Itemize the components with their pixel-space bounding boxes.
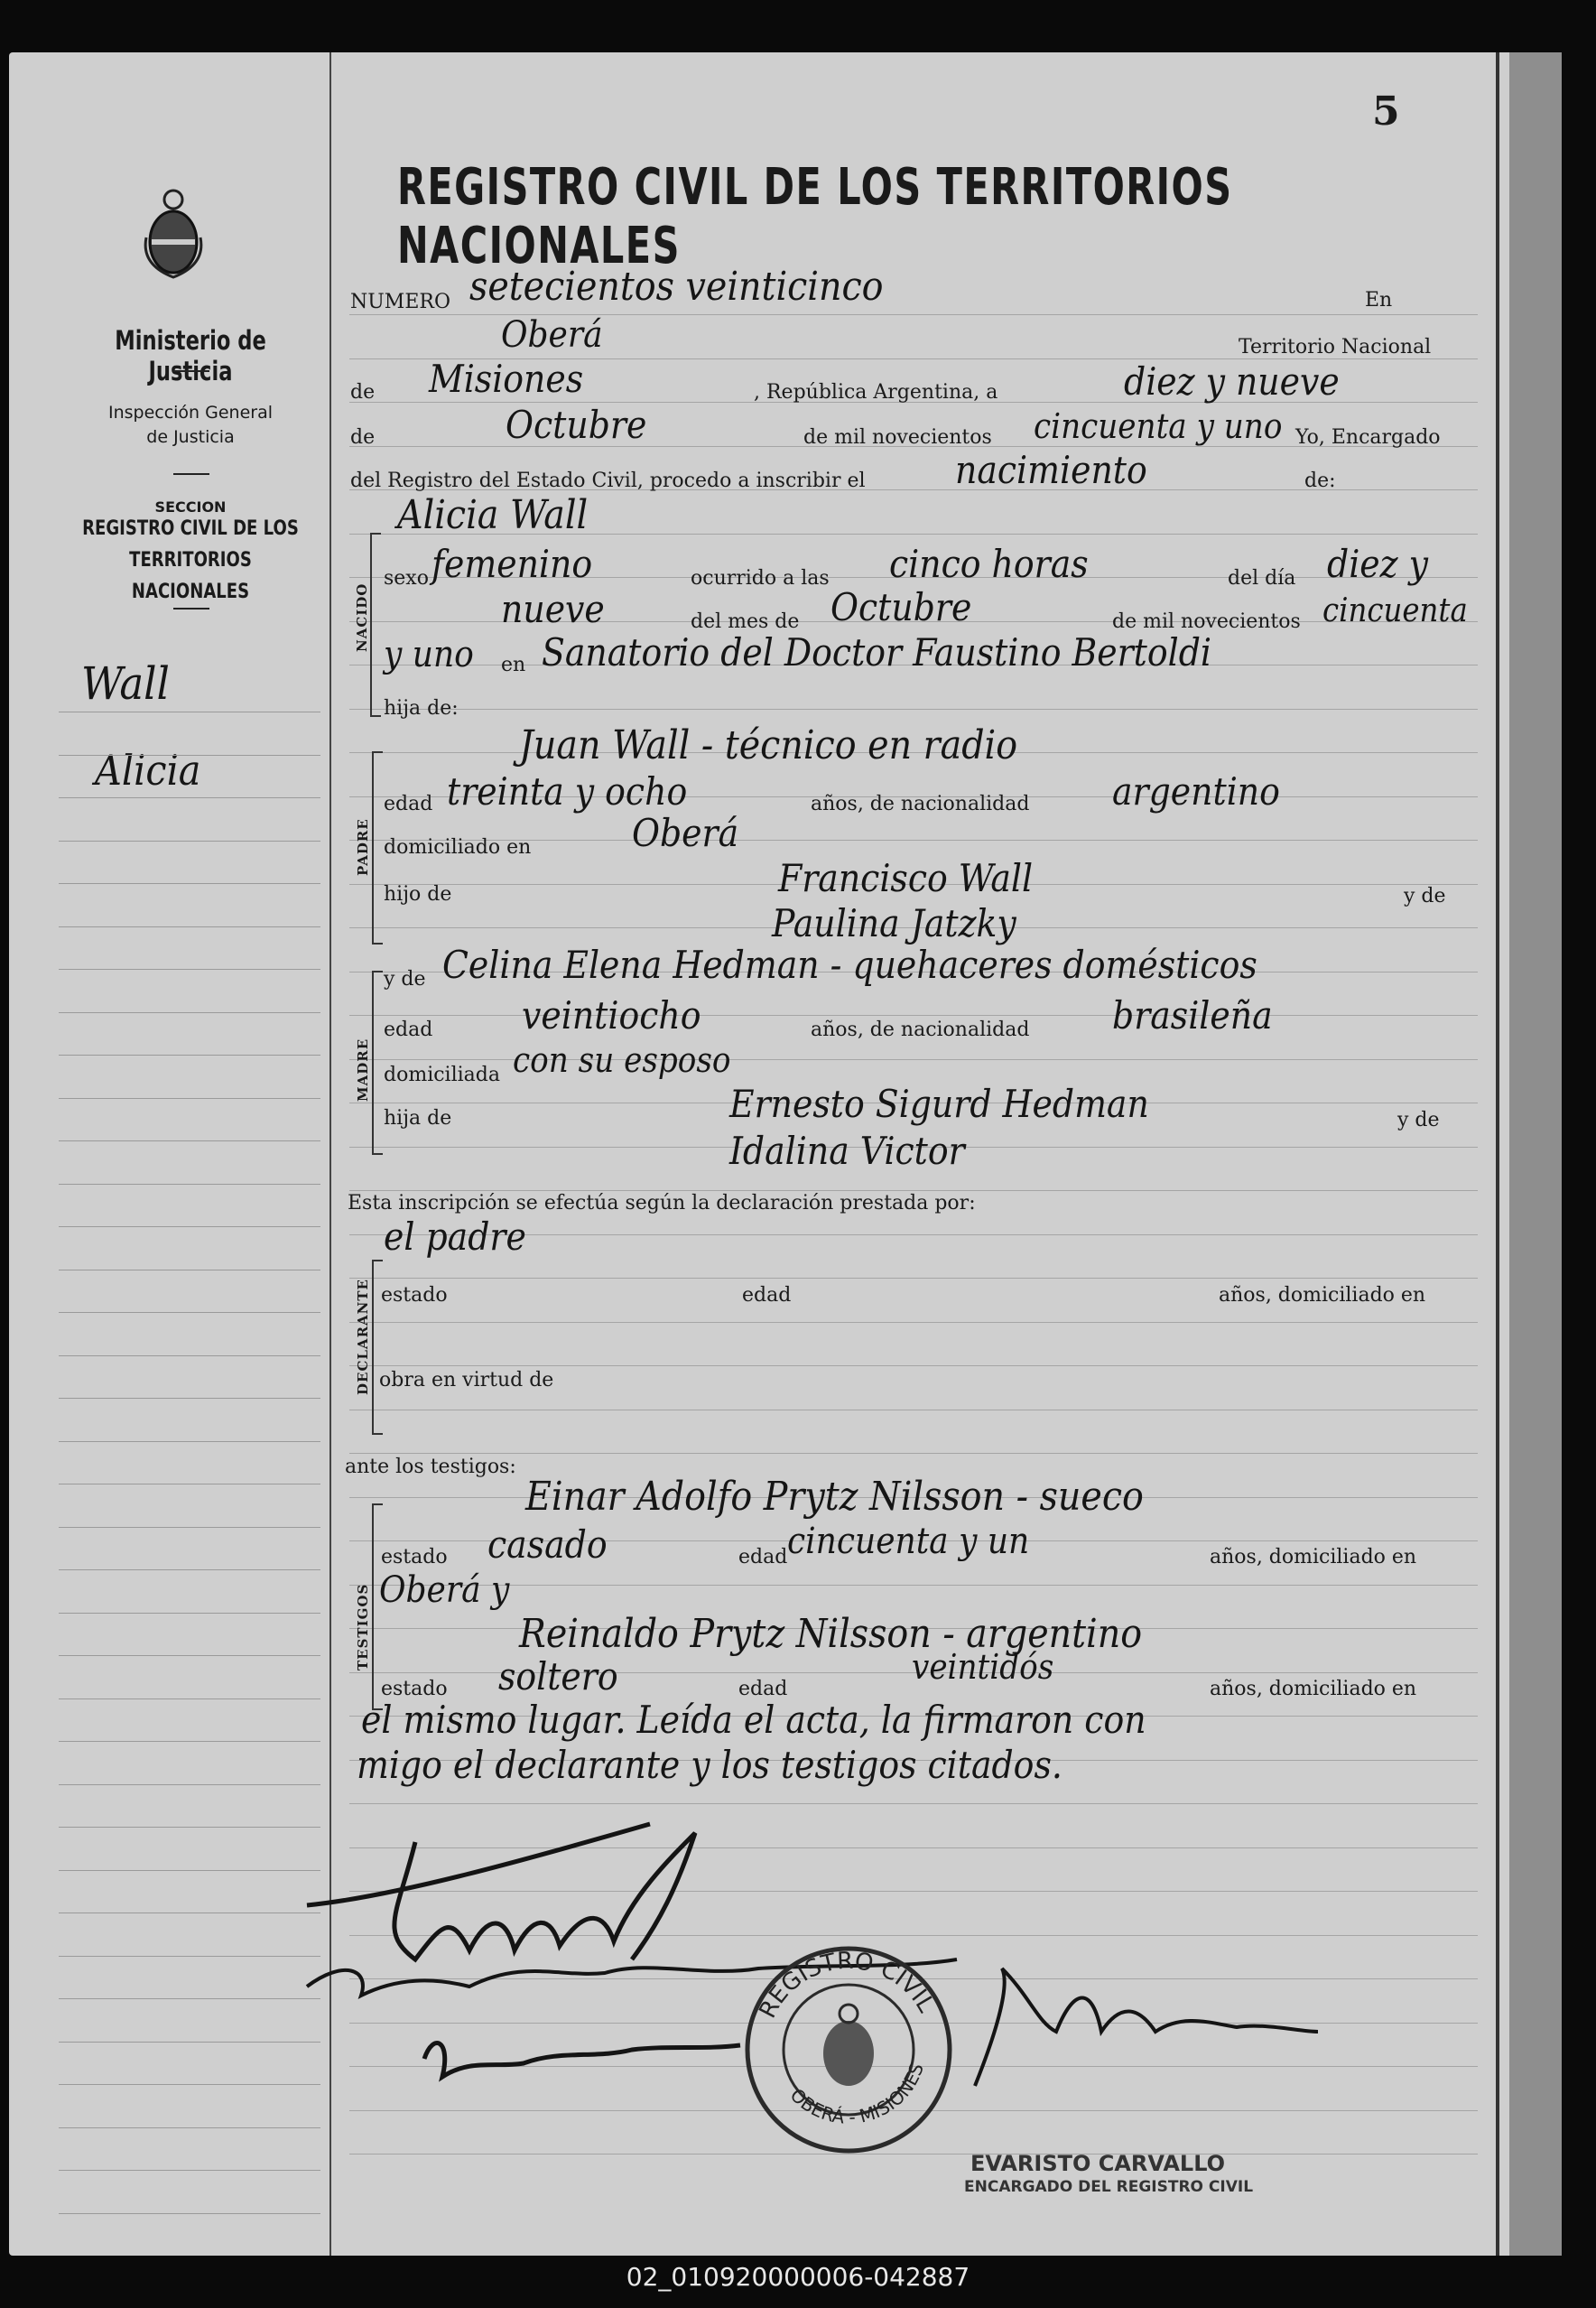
testigos-intro: ante los testigos: xyxy=(345,1456,516,1478)
en-label-2: en xyxy=(501,654,526,676)
witness-2-estado: soltero xyxy=(498,1654,618,1698)
svg-text:OBERÁ - MISIONES: OBERÁ - MISIONES xyxy=(785,2060,928,2128)
divider xyxy=(173,370,209,372)
margin-given-name: Alicia xyxy=(95,746,201,795)
divider xyxy=(173,608,209,610)
madre-y-de-label: y de xyxy=(384,968,426,991)
witness-2-name: Reinaldo Prytz Nilsson - argentino xyxy=(519,1611,1143,1657)
yo-label: Yo, Encargado xyxy=(1295,426,1441,449)
hija-label: hija de: xyxy=(384,697,459,720)
ruled-line xyxy=(59,1527,320,1528)
ruled-line xyxy=(59,2084,320,2085)
paternal-grandfather: Francisco Wall xyxy=(778,856,1034,900)
decl-obra-label: obra en virtud de xyxy=(379,1369,554,1391)
coat-of-arms-icon xyxy=(141,183,206,283)
madre-edad-label: edad xyxy=(384,1019,433,1041)
officer-stamp-title: ENCARGADO DEL REGISTRO CIVIL xyxy=(964,2178,1254,2196)
registry-seal xyxy=(740,1941,957,2158)
madre-y-de-label-2: y de xyxy=(1397,1109,1440,1131)
binding-edge xyxy=(1509,52,1562,2256)
month-value: Octubre xyxy=(506,403,647,447)
padre-hijo-label: hijo de xyxy=(384,883,452,906)
witness-2-age: veintidós xyxy=(912,1647,1054,1687)
ruled-line xyxy=(349,1278,1478,1279)
child-name: Alicia Wall xyxy=(397,492,589,538)
declarant-value: el padre xyxy=(384,1214,526,1259)
ruled-line xyxy=(349,1365,1478,1366)
ruled-line xyxy=(59,1441,320,1442)
witness-1-domicile: Oberá y xyxy=(379,1569,510,1611)
nacido-bracket xyxy=(370,533,381,717)
decl-edad-label: edad xyxy=(742,1284,792,1307)
territory-value: Misiones xyxy=(429,357,584,401)
ruled-line xyxy=(59,1655,320,1656)
mother-domicile: con su esposo xyxy=(513,1040,731,1080)
ruled-line xyxy=(59,1055,320,1056)
ruled-line xyxy=(59,926,320,927)
padre-nac-label: años, de nacionalidad xyxy=(811,793,1030,815)
ruled-line xyxy=(59,969,320,970)
madre-section-label: MADRE xyxy=(355,1038,371,1102)
wit-anos-label: años, domiciliado en xyxy=(1210,1546,1417,1568)
mother-nationality: brasileña xyxy=(1112,993,1273,1038)
mes-label: del mes de xyxy=(691,610,800,633)
ruled-line xyxy=(59,755,320,756)
time-value: cinco horas xyxy=(889,542,1089,586)
sexo-label: sexo xyxy=(384,567,429,590)
act-type-value: nacimiento xyxy=(955,448,1147,492)
testigos-section-label: TESTIGOS xyxy=(355,1583,371,1671)
ruled-line xyxy=(59,1398,320,1399)
ruled-line xyxy=(59,1613,320,1614)
birth-day-a: diez y xyxy=(1327,542,1428,586)
ruled-line xyxy=(59,2042,320,2043)
inspection-line-1: Inspección General xyxy=(107,403,274,423)
registro-label: del Registro del Estado Civil, procedo a inscribir el xyxy=(350,470,866,492)
svg-text:REGISTRO CIVIL: REGISTRO CIVIL xyxy=(754,1947,940,2023)
numero-value: setecientos veinticinco xyxy=(469,264,884,310)
territorio-label: Territorio Nacional xyxy=(1239,336,1432,358)
sex-value: femenino xyxy=(431,542,593,586)
ruled-line xyxy=(59,883,320,884)
ruled-line xyxy=(349,1803,1478,1804)
dia-label: del día xyxy=(1228,567,1296,590)
father-domicile: Oberá xyxy=(632,811,739,855)
mil-label: de mil novecientos xyxy=(803,426,992,449)
ruled-line xyxy=(59,1184,320,1185)
witness-1-age: cincuenta y un xyxy=(787,1521,1030,1562)
ruled-line xyxy=(59,841,320,842)
closing-line-1: el mismo lugar. Leída el acta, la firmaron con xyxy=(361,1698,1146,1742)
page-title: REGISTRO CIVIL DE LOS TERRITORIOS NACIONALES xyxy=(397,158,1233,275)
de-colon-label: de: xyxy=(1304,470,1336,492)
birth-year-a: cincuenta xyxy=(1322,592,1468,629)
wit-edad-label: edad xyxy=(738,1546,788,1568)
mother-name: Celina Elena Hedman - quehaceres domésticos xyxy=(442,943,1257,987)
ruled-line xyxy=(59,1827,320,1828)
birth-year-b: y uno xyxy=(384,634,474,675)
mother-age: veintiocho xyxy=(522,993,701,1038)
ruled-line xyxy=(59,1098,320,1099)
father-name: Juan Wall - técnico en radio xyxy=(519,722,1018,768)
maternal-grandfather: Ernesto Sigurd Hedman xyxy=(729,1082,1149,1126)
ruled-line xyxy=(59,1012,320,1013)
section-line-2: TERRITORIOS NACIONALES xyxy=(129,549,252,603)
declarante-section-label: DECLARANTE xyxy=(355,1279,371,1395)
ocurrido-label: ocurrido a las xyxy=(691,567,830,590)
padre-y-de-label: y de xyxy=(1404,885,1446,907)
ruled-line xyxy=(59,1226,320,1227)
section-label: SECCION xyxy=(154,498,227,516)
page-number: 5 xyxy=(1372,88,1400,135)
ruled-line xyxy=(59,1140,320,1141)
numero-label: NUMERO xyxy=(350,291,450,313)
wit-anos-label-2: años, domiciliado en xyxy=(1210,1678,1417,1700)
margin-column xyxy=(9,52,331,2256)
place-value: Oberá xyxy=(501,314,603,356)
father-age: treinta y ocho xyxy=(447,769,688,814)
padre-section-label: PADRE xyxy=(355,818,371,876)
ruled-line xyxy=(59,1956,320,1957)
ruled-line xyxy=(349,1585,1478,1586)
padre-bracket xyxy=(372,751,383,945)
ruled-line xyxy=(349,1015,1478,1016)
madre-hija-label: hija de xyxy=(384,1107,452,1130)
ruled-line xyxy=(59,1870,320,1871)
ruled-line xyxy=(349,1453,1478,1454)
section-line-1: REGISTRO CIVIL DE LOS xyxy=(82,517,299,540)
declarante-intro: Esta inscripción se efectúa según la declaración prestada por: xyxy=(348,1192,976,1214)
birth-day-b: nueve xyxy=(501,587,605,631)
ruled-line xyxy=(59,1355,320,1356)
ministry-title: Ministerio de Justicia xyxy=(115,325,266,386)
maternal-grandmother: Idalina Victor xyxy=(729,1129,965,1173)
de-label: de xyxy=(350,381,376,404)
republica-label: , República Argentina, a xyxy=(754,381,998,404)
day-value: diez y nueve xyxy=(1124,359,1340,404)
en-label: En xyxy=(1365,289,1393,312)
wit-estado-label-2: estado xyxy=(381,1678,448,1700)
divider xyxy=(173,473,209,475)
margin-surname: Wall xyxy=(81,657,170,710)
ruled-line xyxy=(59,1698,320,1699)
witness-1-estado: casado xyxy=(487,1522,608,1567)
year-value: cincuenta y uno xyxy=(1034,406,1283,446)
decl-estado-label: estado xyxy=(381,1284,448,1307)
padre-edad-label: edad xyxy=(384,793,433,815)
ruled-line xyxy=(59,1912,320,1913)
officer-stamp-name: EVARISTO CARVALLO xyxy=(970,2151,1226,2176)
witness-1-name: Einar Adolfo Prytz Nilsson - sueco xyxy=(525,1474,1144,1520)
ruled-line xyxy=(349,709,1478,710)
madre-dom-label: domiciliada xyxy=(384,1064,500,1086)
ruled-line xyxy=(349,1322,1478,1323)
decl-anos-label: años, domiciliado en xyxy=(1219,1284,1426,1307)
ruled-line xyxy=(59,2213,320,2214)
ruled-line xyxy=(59,2170,320,2171)
ruled-line xyxy=(59,1998,320,1999)
ruled-line xyxy=(59,797,320,798)
father-nationality: argentino xyxy=(1112,769,1280,814)
birth-place: Sanatorio del Doctor Faustino Bertoldi xyxy=(542,630,1212,675)
closing-line-2: migo el declarante y los testigos citados. xyxy=(357,1743,1062,1787)
ruled-line xyxy=(59,2127,320,2128)
ruled-line xyxy=(59,1784,320,1785)
birth-month: Octubre xyxy=(830,585,972,629)
ruled-line xyxy=(59,1312,320,1313)
padre-dom-label: domiciliado en xyxy=(384,836,532,859)
ruled-line xyxy=(59,1741,320,1742)
ruled-line xyxy=(349,1190,1478,1191)
wit-estado-label: estado xyxy=(381,1546,448,1568)
image-id-footer: 02_010920000006-042887 xyxy=(626,2262,970,2292)
ruled-line xyxy=(59,1569,320,1570)
madre-bracket xyxy=(372,971,383,1155)
mil-label-2: de mil novecientos xyxy=(1112,610,1301,633)
wit-edad-label-2: edad xyxy=(738,1678,788,1700)
inspection-line-2: de Justicia xyxy=(146,427,235,447)
paternal-grandmother: Paulina Jatzky xyxy=(772,901,1016,945)
nacido-section-label: NACIDO xyxy=(354,582,370,652)
de-label-2: de xyxy=(350,426,376,449)
madre-nac-label: años, de nacionalidad xyxy=(811,1019,1030,1041)
